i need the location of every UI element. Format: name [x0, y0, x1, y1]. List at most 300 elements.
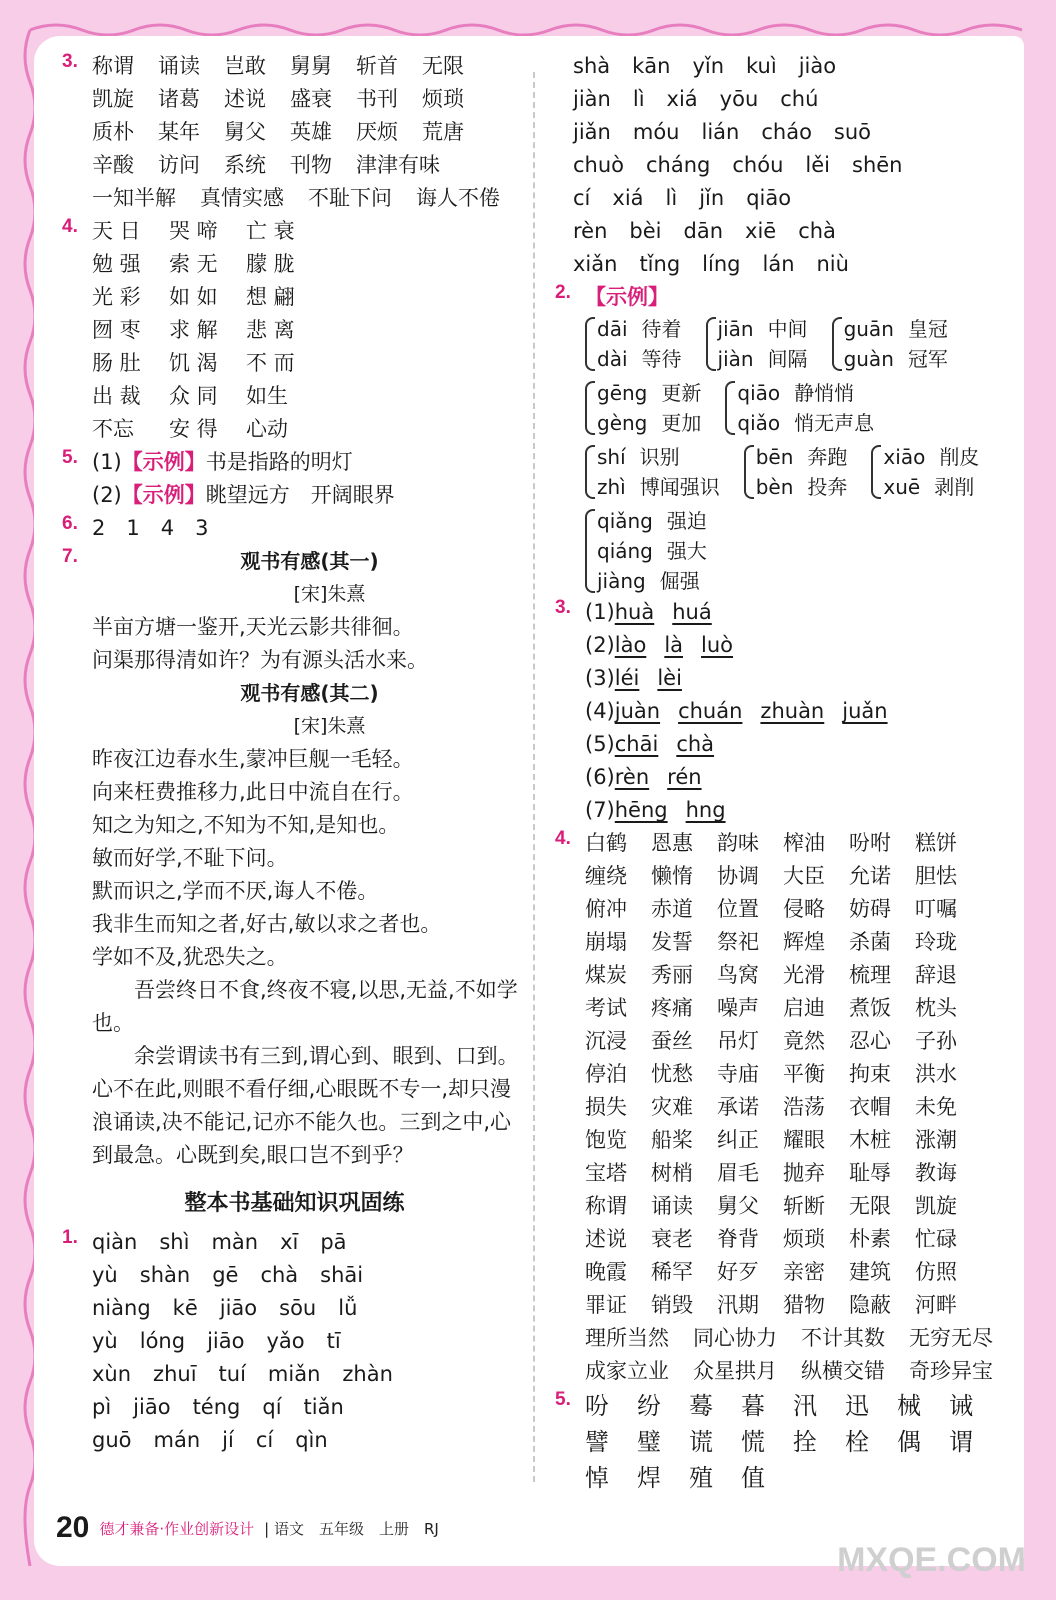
character: 栓: [845, 1428, 869, 1456]
word: 众 同: [169, 384, 218, 408]
word: 求 解: [169, 318, 218, 342]
word: 更新: [661, 381, 702, 405]
character: 慌: [741, 1428, 765, 1456]
grid-row: [585, 1091, 1015, 1124]
choice-row: [585, 794, 1015, 827]
character: 焊: [637, 1464, 661, 1492]
grid-row: [92, 1424, 527, 1457]
grid-row: [585, 827, 1015, 860]
pinyin: téng: [192, 1395, 241, 1419]
word: 悲 离: [246, 318, 295, 342]
char-row: [585, 1424, 1015, 1460]
brace-icon: [585, 381, 595, 435]
poem-author: [宋]朱熹: [293, 583, 366, 605]
pinyin: líng: [702, 252, 741, 276]
pinyin: jǐn: [699, 186, 725, 210]
column-divider: [533, 72, 535, 1482]
pinyin: qiāo: [737, 381, 781, 405]
word: 耀眼: [783, 1128, 825, 1152]
pair-line: [597, 566, 721, 596]
grid-row: [92, 1391, 527, 1424]
passage-paragraph: 余尝谓读书有三到,谓心到、眼到、口到。心不在此,则眼不看仔细,心眼既不专一,却只漫浪诵读,决不能记,记亦不能久也。三到之中,心到最急。心既到矣,眼口岂不到乎？: [92, 1044, 519, 1167]
poem-line: 向来枉费推移力,此日中流自在行。: [92, 780, 414, 804]
quote-line: 敏而好学,不耻下问。: [92, 846, 288, 870]
quote-line: 知之为知之,不知为不知,是知也。: [92, 813, 400, 837]
word: 饥 渴: [169, 351, 218, 375]
pair-line: [844, 344, 962, 374]
pinyin: jiān: [717, 317, 754, 341]
grid-row: [573, 50, 1015, 83]
word: 恩惠: [651, 831, 693, 855]
word: 洪水: [915, 1062, 957, 1086]
pinyin: lì: [665, 186, 678, 210]
word: 津津有味: [356, 153, 440, 177]
character: 吩: [585, 1392, 609, 1420]
grid-row: [585, 1157, 1015, 1190]
word-grid: [92, 50, 527, 215]
grid-row: [585, 1289, 1015, 1322]
pinyin: pì: [92, 1395, 112, 1419]
pair-line: [597, 408, 715, 438]
word: 不忘: [92, 417, 134, 441]
grid-row: [573, 215, 1015, 248]
word: 强大: [666, 539, 707, 563]
brace-icon: [585, 509, 595, 593]
pair-line: [718, 344, 822, 374]
grid-row: [585, 1058, 1015, 1091]
choice-index: (1): [585, 600, 615, 624]
idiom: 理所当然: [585, 1326, 669, 1350]
word: 缠绕: [585, 864, 627, 888]
word: 朴素: [849, 1227, 891, 1251]
word: 奔跑: [807, 445, 848, 469]
word: 如 如: [169, 285, 218, 309]
word: 访问: [158, 153, 200, 177]
pinyin: yǎo: [266, 1329, 305, 1353]
grid-row: [573, 116, 1015, 149]
word: 吊灯: [717, 1029, 759, 1053]
pinyin: chà: [676, 732, 715, 756]
word: 冠军: [907, 347, 948, 371]
grid-row: [585, 1256, 1015, 1289]
word: 纠正: [717, 1128, 759, 1152]
grid-row: [92, 116, 527, 149]
idiom: 众星拱月: [693, 1359, 777, 1383]
pinyin: jiāo: [133, 1395, 171, 1419]
word: 秀丽: [651, 963, 693, 987]
polyphone-pair: [585, 506, 721, 596]
brace-icon: [706, 317, 716, 371]
pinyin: jí: [222, 1428, 234, 1452]
pair-line: [756, 442, 862, 472]
choice-index: (7): [585, 798, 615, 822]
pinyin: chāi: [614, 732, 659, 756]
word: 安 得: [169, 417, 218, 441]
word: 妨碍: [849, 897, 891, 921]
word: 光滑: [783, 963, 825, 987]
word: 斩首: [356, 54, 398, 78]
pinyin: cháng: [646, 153, 711, 177]
pinyin: xiá: [666, 87, 698, 111]
word: 寺庙: [717, 1062, 759, 1086]
pair-line: [597, 536, 721, 566]
q-number: 5.: [555, 1389, 571, 1410]
idiom: 不计其数: [801, 1326, 885, 1350]
word: 英雄: [290, 120, 332, 144]
word: 舅父: [717, 1194, 759, 1218]
choice-row: [585, 629, 1015, 662]
grid-row: [92, 50, 527, 83]
pinyin: qiáng: [597, 539, 653, 563]
pinyin: chuán: [678, 699, 743, 723]
pinyin: lèi: [657, 666, 682, 690]
polyphone-pair: [832, 314, 962, 374]
word: 称谓: [585, 1194, 627, 1218]
word: 辞退: [915, 963, 957, 987]
grid-row: [92, 347, 527, 380]
idiom: 无穷无尽: [909, 1326, 993, 1350]
grid-row: [92, 1325, 527, 1358]
word: 光 彩: [92, 285, 141, 309]
grid-row: [573, 182, 1015, 215]
word: 辉煌: [783, 930, 825, 954]
q-number: 4.: [62, 216, 78, 237]
grid-row: [92, 1358, 527, 1391]
word: 刊物: [290, 153, 332, 177]
pinyin: rèn: [573, 219, 608, 243]
brace-icon: [585, 445, 595, 499]
word: 舅舅: [290, 54, 332, 78]
word: 朦 胧: [246, 252, 295, 276]
word: 索 无: [169, 252, 218, 276]
grid-row: [585, 926, 1015, 959]
pinyin: gē: [212, 1263, 239, 1287]
section-title: 整本书基础知识巩固练: [184, 1191, 405, 1216]
pinyin: lào: [614, 633, 647, 657]
word: 忍心: [849, 1029, 891, 1053]
word: 岂敢: [224, 54, 266, 78]
word: 仿照: [915, 1260, 957, 1284]
pinyin: yǐn: [692, 54, 725, 78]
character-grid: [585, 1388, 1015, 1496]
pinyin: niàng: [92, 1296, 151, 1320]
word: 书刊: [356, 87, 398, 111]
poem-author: [宋]朱熹: [293, 715, 366, 737]
passage-paragraph: 吾尝终日不食,终夜不寝,以思,无益,不如学也。: [92, 978, 518, 1035]
word: 衰老: [651, 1227, 693, 1251]
pinyin: cí: [255, 1428, 274, 1452]
right-q1-continued: [555, 50, 1015, 281]
pinyin: lián: [701, 120, 740, 144]
word: 勉 强: [92, 252, 141, 276]
pinyin: chú: [780, 87, 819, 111]
q-number: 7.: [62, 546, 78, 567]
grid-row: [585, 992, 1015, 1025]
word: 投奔: [807, 475, 848, 499]
right-q2: [555, 281, 1015, 596]
character: 值: [741, 1464, 765, 1492]
example-tag: 【示例】: [585, 285, 669, 309]
word: 噪声: [717, 996, 759, 1020]
pinyin: zhì: [597, 475, 626, 499]
word: 哭 啼: [169, 219, 218, 243]
grid-row: [92, 1259, 527, 1292]
pinyin: dān: [683, 219, 724, 243]
choice-row: [585, 728, 1015, 761]
word: 榨油: [783, 831, 825, 855]
word: 诲人不倦: [416, 186, 500, 210]
word: 一知半解: [92, 186, 176, 210]
pinyin-grid: [92, 1226, 527, 1457]
answer-line: (2)【示例】眺望远方 开阔眼界: [92, 483, 395, 507]
word: 抛弃: [783, 1161, 825, 1185]
word: 忙碌: [915, 1227, 957, 1251]
word: 述说: [585, 1227, 627, 1251]
word: 脊背: [717, 1227, 759, 1251]
word: 倔强: [659, 569, 700, 593]
pinyin: qí: [262, 1395, 282, 1419]
word: 烦琐: [422, 87, 464, 111]
word: 辛酸: [92, 153, 134, 177]
word: 祭祀: [717, 930, 759, 954]
quote-line: 学如不及,犹恐失之。: [92, 945, 288, 969]
grid-row: [92, 380, 527, 413]
character: 璧: [637, 1428, 661, 1456]
left-q4: [62, 215, 527, 446]
brace-icon: [832, 317, 842, 371]
word: 等待: [641, 347, 682, 371]
pinyin: léi: [614, 666, 640, 690]
word: 质朴: [92, 120, 134, 144]
pinyin: jiàn: [573, 87, 611, 111]
word: 建筑: [849, 1260, 891, 1284]
word: 树梢: [651, 1161, 693, 1185]
word: 静悄悄: [794, 381, 855, 405]
pinyin: guō: [92, 1428, 132, 1452]
word: 厌烦: [356, 120, 398, 144]
character: 谎: [689, 1428, 713, 1456]
character: 迅: [845, 1392, 869, 1420]
polyphone-pair: [706, 314, 822, 374]
page-number: 20: [56, 1511, 90, 1544]
page-footer: [56, 1508, 439, 1548]
pinyin: zhuàn: [760, 699, 825, 723]
pinyin: gèng: [597, 411, 648, 435]
word: 蚕丝: [651, 1029, 693, 1053]
word: 出 裁: [92, 384, 141, 408]
character: 譬: [585, 1428, 609, 1456]
pinyin: sōu: [279, 1296, 317, 1320]
word: 白鹤: [585, 831, 627, 855]
character: 纷: [637, 1392, 661, 1420]
grid-row: [92, 1226, 527, 1259]
word: 玲珑: [915, 930, 957, 954]
pinyin-choices: [585, 596, 1015, 827]
pinyin: chóu: [732, 153, 784, 177]
word: 述说: [224, 87, 266, 111]
pinyin: yōu: [719, 87, 759, 111]
pair-line: [597, 442, 734, 472]
idiom: 纵横交错: [801, 1359, 885, 1383]
word: 河畔: [915, 1293, 957, 1317]
grid-row: [92, 215, 527, 248]
char-row: [585, 1388, 1015, 1424]
word: 盛衰: [290, 87, 332, 111]
word: 涨潮: [915, 1128, 957, 1152]
word: 位置: [717, 897, 759, 921]
word: 衣帽: [849, 1095, 891, 1119]
grid-row: [92, 281, 527, 314]
subject-text: | 语文 五年级 上册 RJ: [264, 1519, 439, 1538]
choice-row: [585, 695, 1015, 728]
polyphone-groups: [585, 314, 1015, 596]
grid-row: [585, 893, 1015, 926]
word: 协调: [717, 864, 759, 888]
grid-row: [92, 149, 527, 182]
polyphone-pair: [585, 314, 696, 374]
q-number: 3.: [62, 51, 78, 72]
idiom-row: [585, 1322, 1015, 1355]
q-number: 1.: [62, 1227, 78, 1248]
word: 销毁: [651, 1293, 693, 1317]
word: 灾难: [651, 1095, 693, 1119]
pinyin: shí: [597, 445, 626, 469]
idiom: 奇珍异宝: [909, 1359, 993, 1383]
character: 暮: [741, 1392, 765, 1420]
word: 吩咐: [849, 831, 891, 855]
word: 晚霞: [585, 1260, 627, 1284]
q-number: 3.: [555, 597, 571, 618]
pair-line: [597, 314, 696, 344]
pinyin: kān: [632, 54, 671, 78]
word: 诵读: [158, 54, 200, 78]
character: 拴: [793, 1428, 817, 1456]
word: 更加: [661, 411, 702, 435]
word: 教诲: [915, 1161, 957, 1185]
poem-line: 昨夜江边春水生,蒙冲巨舰一毛轻。: [92, 747, 414, 771]
brace-icon: [871, 445, 881, 499]
word: 俯冲: [585, 897, 627, 921]
pinyin: cháo: [761, 120, 812, 144]
left-column: [62, 50, 527, 1457]
q-number: 5.: [62, 447, 78, 468]
pinyin: bèn: [755, 475, 794, 499]
pinyin: tiǎn: [303, 1395, 344, 1419]
choice-row: [585, 662, 1015, 695]
polyphone-row: [585, 378, 1015, 438]
choice-row: [585, 596, 1015, 629]
word: 肠 肚: [92, 351, 141, 375]
pinyin: xiá: [612, 186, 644, 210]
pinyin: xī: [280, 1230, 299, 1254]
word: 中间: [767, 317, 808, 341]
word: 间隔: [767, 347, 808, 371]
word: 船桨: [651, 1128, 693, 1152]
pinyin: móu: [632, 120, 680, 144]
word: 饱览: [585, 1128, 627, 1152]
pinyin-grid: [573, 50, 1015, 281]
pinyin: juǎn: [842, 699, 888, 723]
brace-icon: [744, 445, 754, 499]
left-q6: [62, 512, 527, 545]
word: 诸葛: [158, 87, 200, 111]
pinyin: là: [664, 633, 684, 657]
word: 汛期: [717, 1293, 759, 1317]
word: 糕饼: [915, 831, 957, 855]
word: 如生: [246, 384, 288, 408]
pinyin: xiǎn: [573, 252, 618, 276]
right-q4: [555, 827, 1015, 1388]
word: 韵味: [717, 831, 759, 855]
pinyin: shàn: [139, 1263, 191, 1287]
brace-icon: [725, 381, 735, 435]
pair-line: [883, 442, 993, 472]
word: 子孙: [915, 1029, 957, 1053]
pair-line: [737, 378, 888, 408]
word: 损失: [585, 1095, 627, 1119]
word: 不 而: [246, 351, 295, 375]
character: 殖: [689, 1464, 713, 1492]
pinyin: lì: [632, 87, 645, 111]
pinyin: huá: [672, 600, 712, 624]
pinyin: màn: [211, 1230, 259, 1254]
pinyin: xùn: [92, 1362, 132, 1386]
word: 考试: [585, 996, 627, 1020]
word: 疼痛: [651, 996, 693, 1020]
pinyin: yù: [92, 1263, 118, 1287]
pinyin: tǐng: [639, 252, 681, 276]
word: 皇冠: [907, 317, 948, 341]
word: 杀菌: [849, 930, 891, 954]
word: 叮嘱: [915, 897, 957, 921]
pinyin: miǎn: [267, 1362, 321, 1386]
char-row: [585, 1460, 1015, 1496]
polyphone-row: [585, 442, 1015, 502]
pair-line: [737, 408, 888, 438]
polyphone-pair: [585, 378, 715, 438]
character: 汛: [793, 1392, 817, 1420]
pinyin: chà: [260, 1263, 299, 1287]
grid-row: [585, 1223, 1015, 1256]
word-grid: [585, 827, 1015, 1388]
word: 识别: [639, 445, 680, 469]
right-q5: [555, 1388, 1015, 1496]
word: 烦琐: [783, 1227, 825, 1251]
pinyin: lóng: [139, 1329, 186, 1353]
pair-line: [718, 314, 822, 344]
polyphone-pair: [744, 442, 862, 502]
grid-row: [585, 959, 1015, 992]
left-q3: [62, 50, 527, 215]
grid-row: [92, 314, 527, 347]
word: 亲密: [783, 1260, 825, 1284]
watermark: MXQE.COM: [837, 1541, 1026, 1579]
pinyin: bēn: [755, 445, 794, 469]
pinyin: jiǎn: [573, 120, 611, 144]
answer-line: 2 1 4 3: [92, 516, 209, 540]
pinyin: mán: [153, 1428, 201, 1452]
word: 大臣: [783, 864, 825, 888]
grid-row: [92, 413, 527, 446]
pair-line: [597, 378, 715, 408]
word: 称谓: [92, 54, 134, 78]
choice-index: (5): [585, 732, 615, 756]
pinyin: luò: [701, 633, 734, 657]
pinyin: chuò: [573, 153, 625, 177]
pinyin: guān: [843, 317, 894, 341]
word: 浩荡: [783, 1095, 825, 1119]
pinyin: zhàn: [342, 1362, 393, 1386]
